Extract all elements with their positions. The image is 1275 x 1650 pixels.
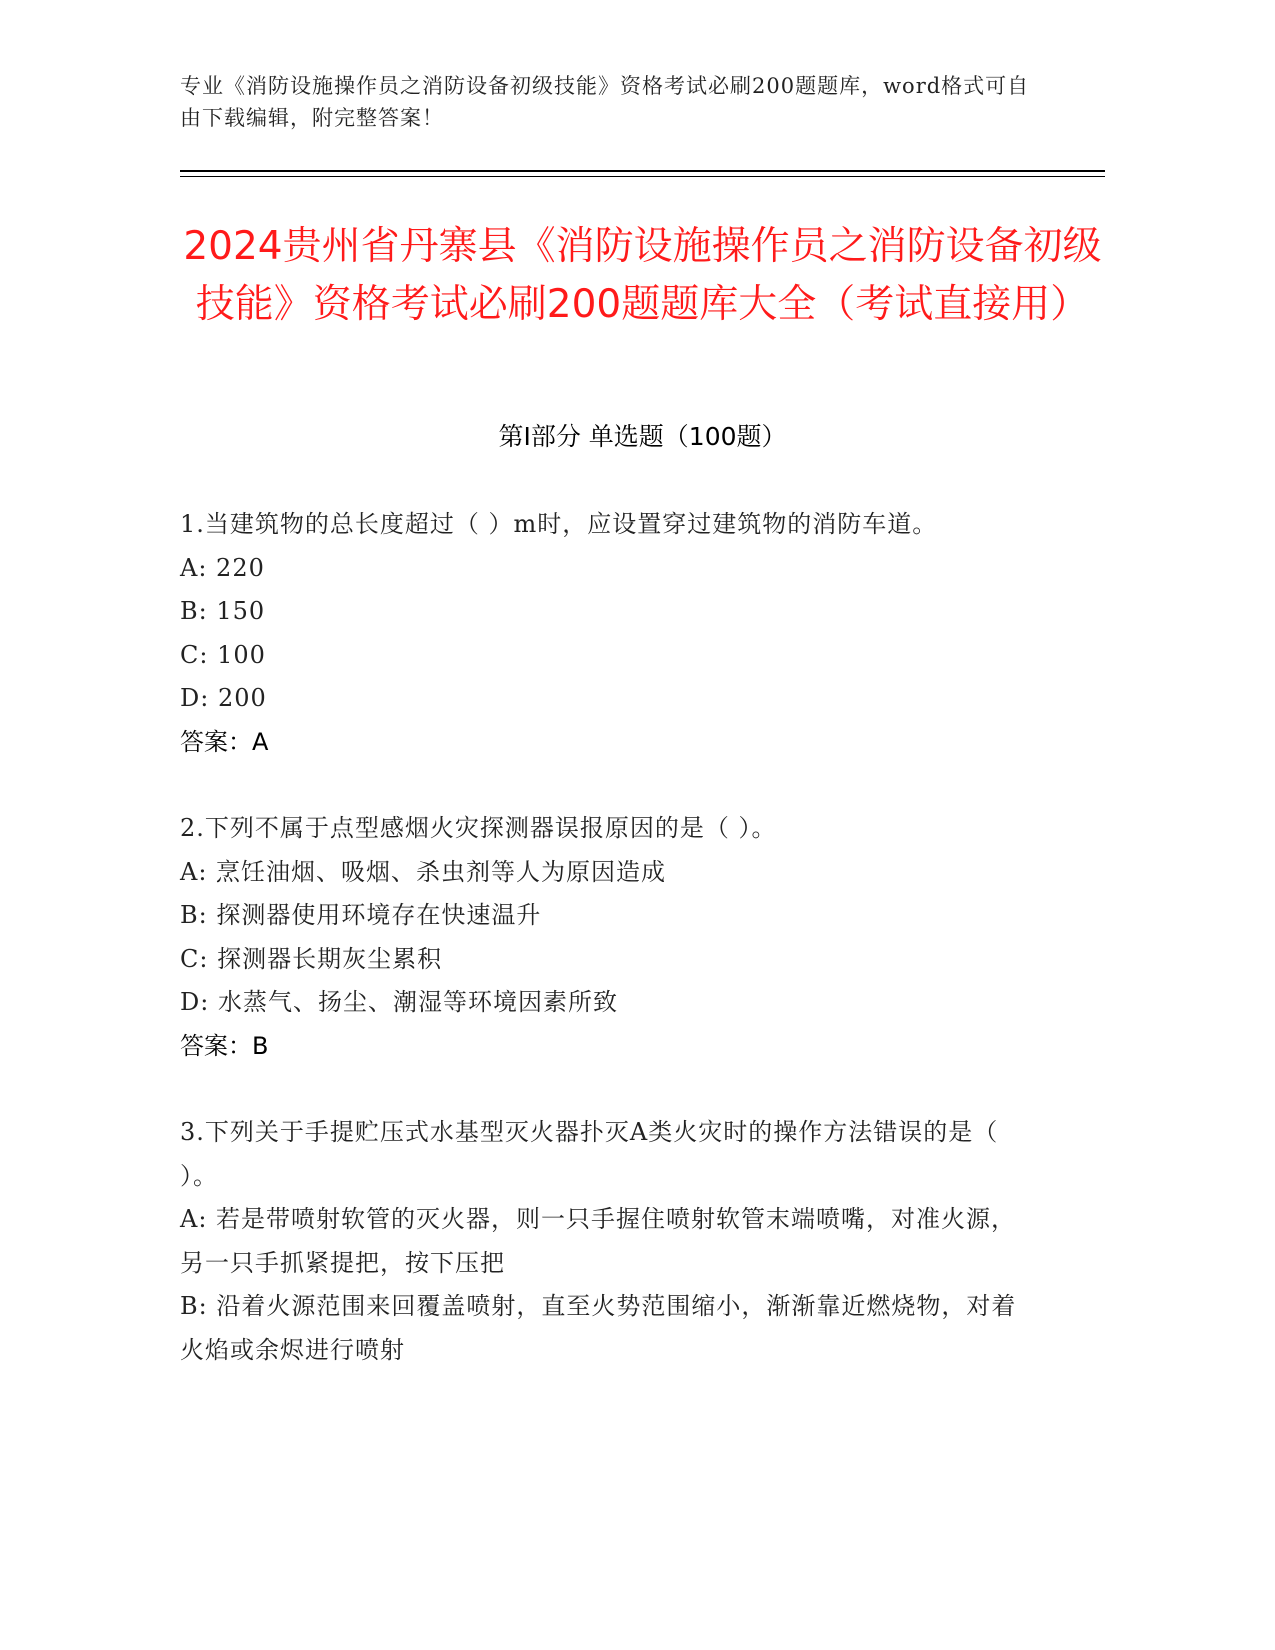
question-stem: 2.下列不属于点型感烟火灾探测器误报原因的是（ ）。 <box>180 814 777 842</box>
question-3 <box>180 1111 1040 1372</box>
option-c: C: 探测器长期灰尘累积 <box>180 944 443 973</box>
option-c: C: 100 <box>180 640 266 669</box>
section-title: 第I部分 单选题（100题） <box>498 422 787 451</box>
document-title: 2024贵州省丹寨县《消防设施操作员之消防设备初级技能》资格考试必刷200题题库大全（考试直接用） <box>183 224 1102 327</box>
option-b: B: 沿着火源范围来回覆盖喷射，直至火势范围缩小，渐渐靠近燃烧物，对着火焰或余烬进行喷射 <box>180 1292 1017 1364</box>
question-stem: 1.当建筑物的总长度超过（ ）m时，应设置穿过建筑物的消防车道。 <box>180 510 938 538</box>
question-2 <box>180 807 1040 1068</box>
header-divider-thin <box>180 176 1105 177</box>
option-b: B: 150 <box>180 597 266 625</box>
option-d: D: 200 <box>180 684 267 712</box>
answer: 答案：A <box>180 727 269 756</box>
question-list <box>180 503 1040 1415</box>
answer: 答案：B <box>180 1031 269 1060</box>
question-1 <box>180 503 1040 764</box>
option-a: A: 220 <box>180 553 265 582</box>
option-a: A: 若是带喷射软管的灭火器，则一只手握住喷射软管末端喷嘴，对准火源，另一只手抓紧提把，按下压把 <box>180 1205 1017 1277</box>
option-d: D: 水蒸气、扬尘、潮湿等环境因素所致 <box>180 988 618 1016</box>
header-note: 专业《消防设施操作员之消防设备初级技能》资格考试必刷200题题库，word格式可自由下载编辑，附完整答案！ <box>180 74 1030 130</box>
option-a: A: 烹饪油烟、吸烟、杀虫剂等人为原因造成 <box>180 857 667 886</box>
header-divider-thick <box>180 170 1105 172</box>
question-stem: 3.下列关于手提贮压式水基型灭火器扑灭A类火灾时的操作方法错误的是（ ）。 <box>180 1118 999 1190</box>
option-b: B: 探测器使用环境存在快速温升 <box>180 901 542 929</box>
